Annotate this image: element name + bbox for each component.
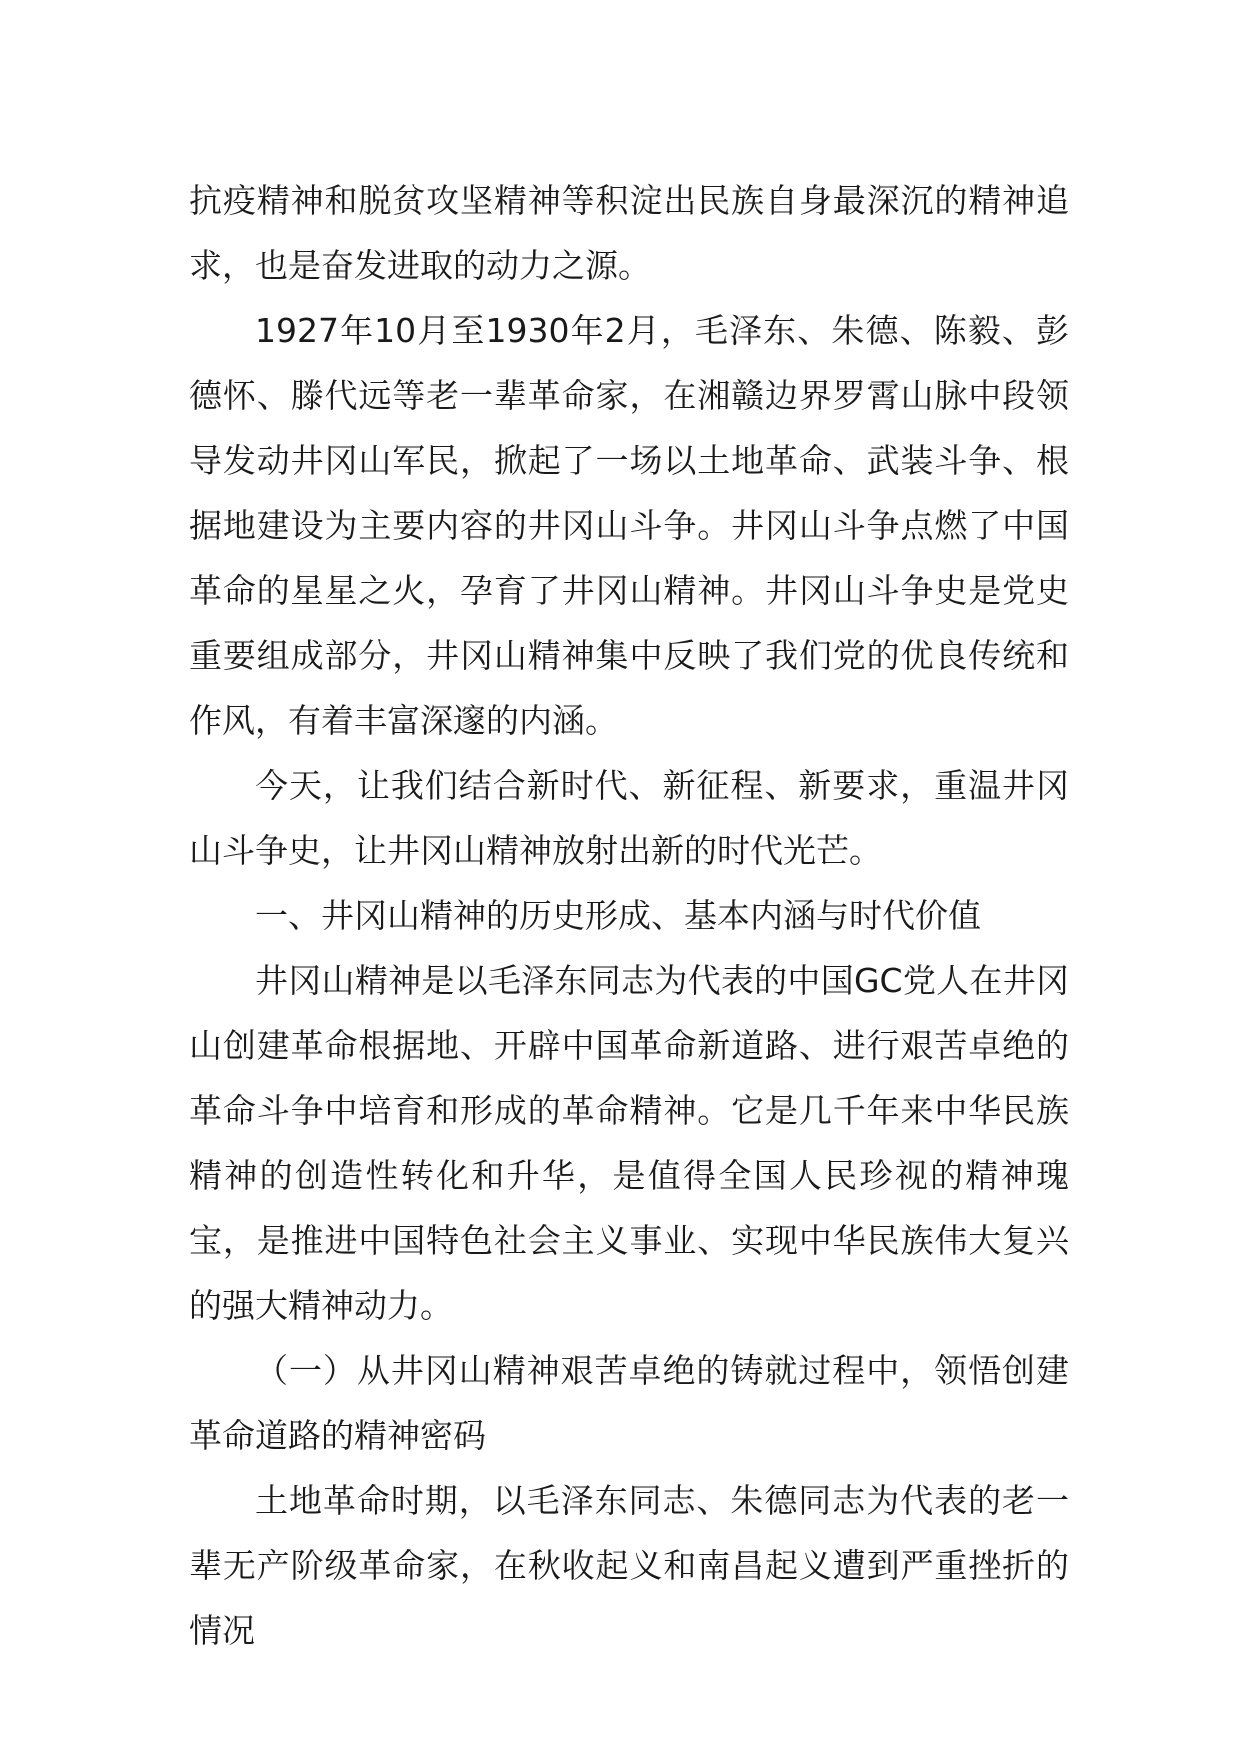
paragraph-4: 井冈山精神是以毛泽东同志为代表的中国GC党人在井冈山创建革命根据地、开辟中国革命新道路、进行艰苦卓绝的革命斗争中培育和形成的革命精神。它是几千年来中华民族精神的创造性转化和升华，是值得全国人民珍视的精神瑰宝，是推进中国特色社会主义事业、实现中华民族伟大复兴的强大精神动力。 <box>189 961 1069 1325</box>
paragraph-5: 土地革命时期，以毛泽东同志、朱德同志为代表的老一辈无产阶级革命家，在秋收起义和南昌起义遭到严重挫折的情况 <box>189 1481 1069 1650</box>
subsection-heading-1: （一）从井冈山精神艰苦卓绝的铸就过程中，领悟创建革命道路的精神密码 <box>189 1351 1069 1455</box>
section-heading-1: 一、井冈山精神的历史形成、基本内涵与时代价值 <box>255 896 981 935</box>
paragraph-1: 抗疫精神和脱贫攻坚精神等积淀出民族自身最深沉的精神追求，也是奋发进取的动力之源。 <box>189 181 1069 285</box>
paragraph-2: 1927年10月至1930年2月，毛泽东、朱德、陈毅、彭德怀、滕代远等老一辈革命家，在湘赣边界罗霄山脉中段领导发动井冈山军民，掀起了一场以土地革命、武装斗争、根据地建设为主要内容的井冈山斗争。井冈山斗争点燃了中国革命的星星之火，孕育了井冈山精神。井冈山斗争史是党史重要组成部分，井冈山精神集中反映了我们党的优良传统和作风，有着丰富深邃的内涵。 <box>189 311 1069 740</box>
paragraph-3: 今天，让我们结合新时代、新征程、新要求，重温井冈山斗争史，让井冈山精神放射出新的时代光芒。 <box>189 766 1069 870</box>
document-body <box>189 168 1069 1663</box>
